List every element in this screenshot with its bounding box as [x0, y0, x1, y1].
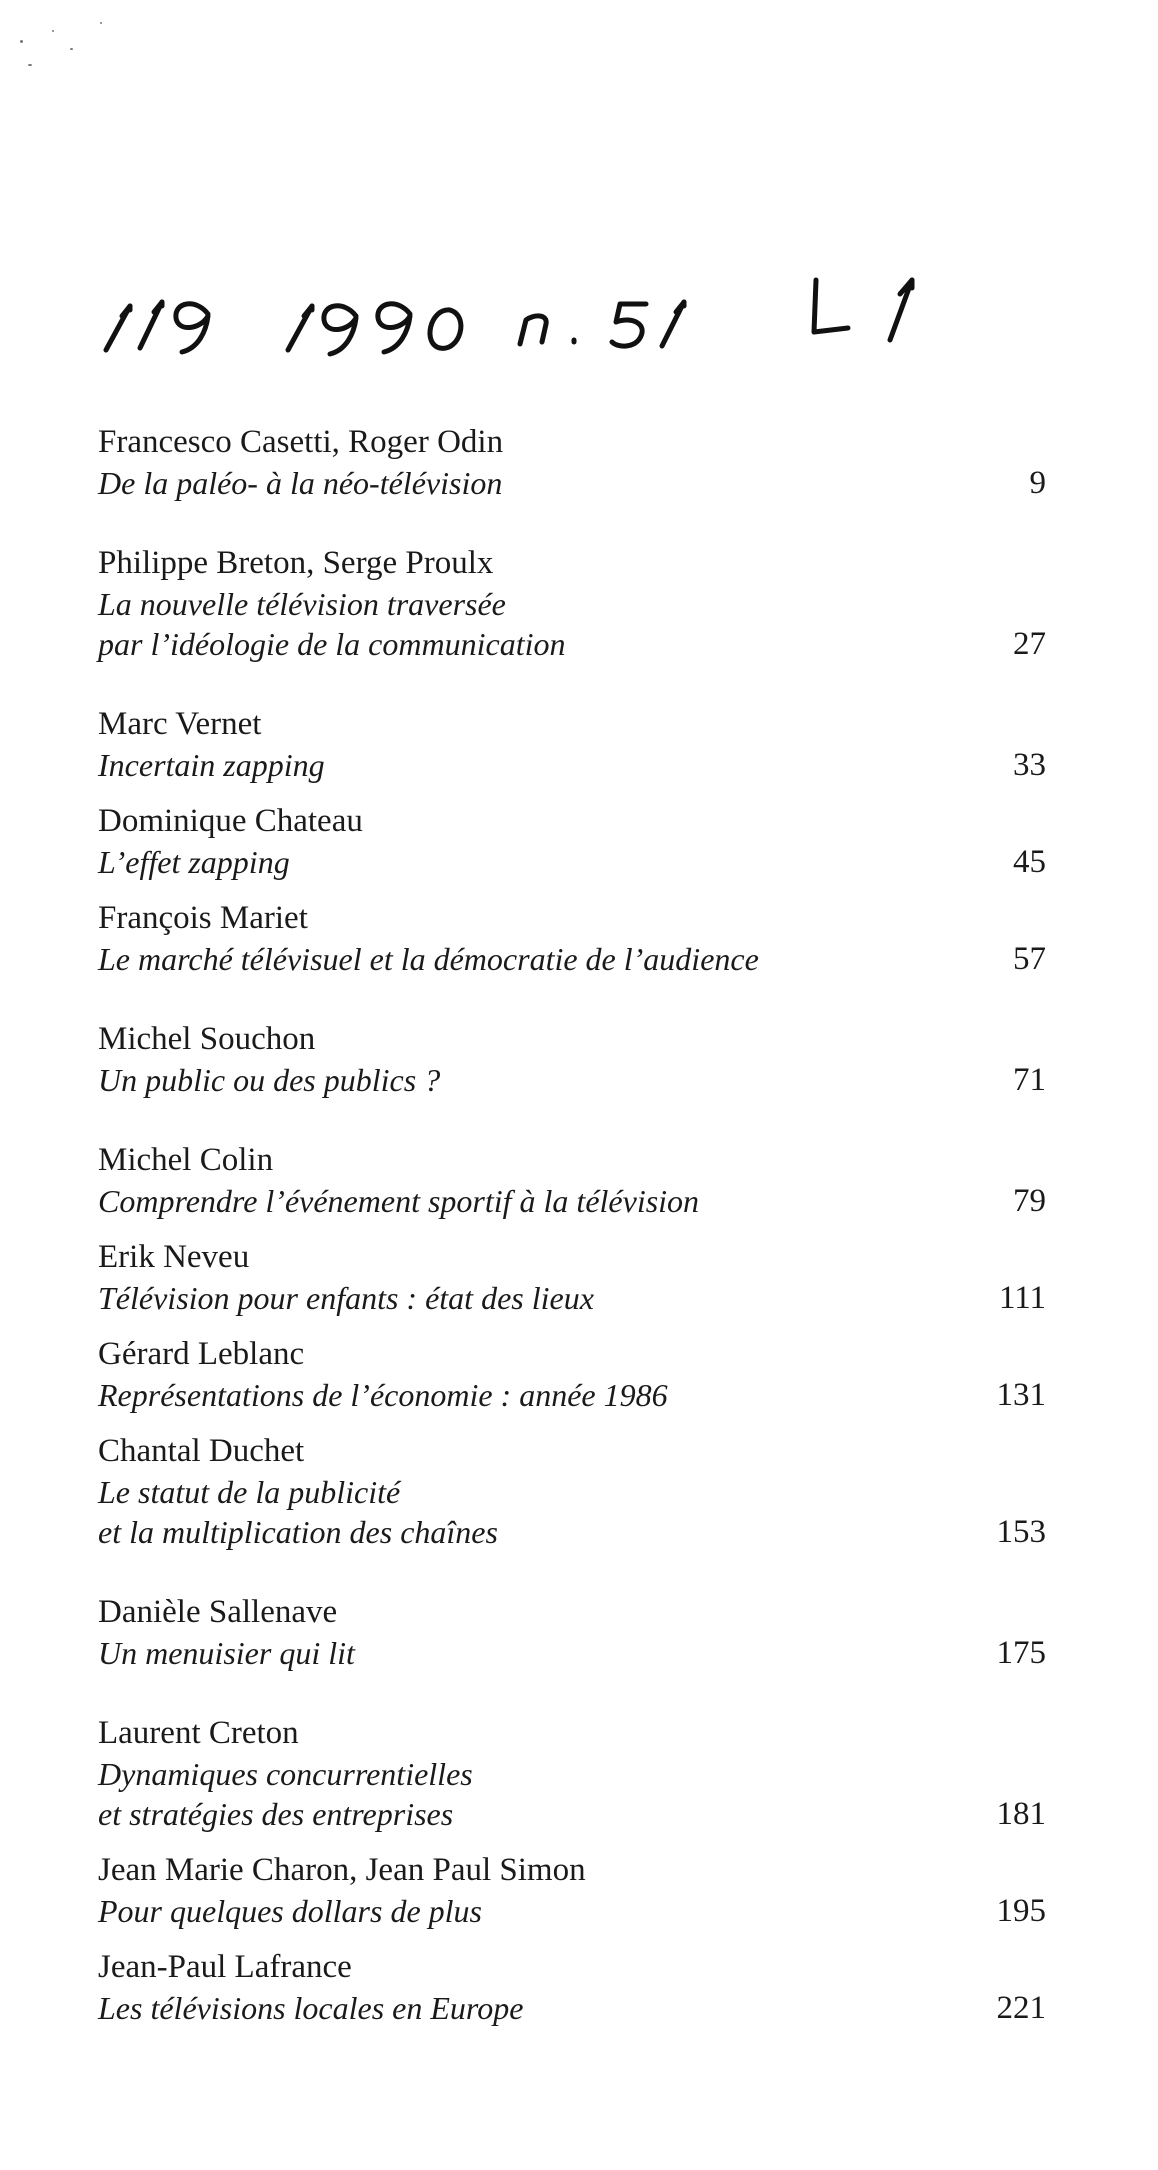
toc-entry: [98, 704, 1046, 785]
toc-author: Marc Vernet: [98, 706, 262, 742]
toc-title: De la paléo- à la néo-télévision: [98, 465, 503, 501]
toc-title-row: [98, 1278, 1046, 1318]
toc-title: et stratégies des entreprises: [98, 1796, 454, 1832]
toc-page-number: 181: [996, 1796, 1046, 1832]
toc-title: Un public ou des publics ?: [98, 1062, 441, 1098]
toc-title: L’effet zapping: [98, 844, 290, 880]
toc-author: Gérard Leblanc: [98, 1336, 305, 1372]
toc-page-number: 175: [996, 1635, 1046, 1671]
toc-page-number: 195: [996, 1893, 1046, 1929]
toc-title-row: [98, 1891, 1046, 1931]
handwritten-note: [100, 258, 940, 368]
toc-title-row: [98, 463, 1046, 503]
toc-title-row: [98, 1375, 1046, 1415]
toc-author: Erik Neveu: [98, 1239, 250, 1275]
toc-author: Danièle Sallenave: [98, 1594, 338, 1630]
toc-title: Le marché télévisuel et la démocratie de l’audience: [98, 941, 759, 977]
scan-speck: [70, 48, 73, 50]
toc-entry: [98, 1592, 1046, 1673]
toc-author: Laurent Creton: [98, 1715, 299, 1751]
toc-title-row: [98, 1754, 1046, 1794]
toc-entry: [98, 1334, 1046, 1415]
toc-title: Dynamiques concurrentielles: [98, 1756, 473, 1792]
toc-page-number: 79: [1013, 1183, 1046, 1219]
scan-speck: [52, 30, 54, 32]
toc-author: Jean-Paul Lafrance: [98, 1949, 352, 1985]
toc-title-row: [98, 624, 1046, 664]
toc-title: Comprendre l’événement sportif à la télévision: [98, 1183, 700, 1219]
toc-title: Télévision pour enfants : état des lieux: [98, 1280, 594, 1316]
toc-page-number: 9: [1029, 465, 1046, 501]
toc-title-row: [98, 745, 1046, 785]
toc-title-row: [98, 1060, 1046, 1100]
toc-title-row: [98, 1633, 1046, 1673]
toc-title: Incertain zapping: [98, 747, 325, 783]
toc-entry: [98, 543, 1046, 664]
toc-entry: [98, 801, 1046, 882]
toc-title: Pour quelques dollars de plus: [98, 1893, 482, 1929]
toc-page-number: 33: [1013, 747, 1046, 783]
toc-entry: [98, 898, 1046, 979]
toc-title: par l’idéologie de la communication: [98, 626, 566, 662]
toc-entry: [98, 1019, 1046, 1100]
toc-title-row: [98, 939, 1046, 979]
toc-title-row: [98, 1794, 1046, 1834]
toc-entry: [98, 1237, 1046, 1318]
toc-title: Représentations de l’économie : année 1986: [98, 1377, 668, 1413]
toc-page-number: 111: [998, 1280, 1046, 1316]
toc-author: Dominique Chateau: [98, 803, 363, 839]
toc-author: François Mariet: [98, 900, 308, 936]
toc-title: La nouvelle télévision traversée: [98, 586, 506, 622]
toc-title: Les télévisions locales en Europe: [98, 1990, 524, 2026]
toc-page-number: 153: [996, 1514, 1046, 1550]
toc-author: Michel Colin: [98, 1142, 274, 1178]
toc-page-number: 221: [996, 1990, 1046, 2026]
toc-author: Philippe Breton, Serge Proulx: [98, 545, 494, 581]
toc-page-number: 131: [996, 1377, 1046, 1413]
toc-title: Le statut de la publicité: [98, 1474, 401, 1510]
toc-author: Michel Souchon: [98, 1021, 316, 1057]
toc-title-row: [98, 1181, 1046, 1221]
toc-title-row: [98, 584, 1046, 624]
toc-entry: [98, 1140, 1046, 1221]
toc-title-row: [98, 1512, 1046, 1552]
toc-title-row: [98, 1472, 1046, 1512]
toc-title: Un menuisier qui lit: [98, 1635, 355, 1671]
toc-title-row: [98, 842, 1046, 882]
toc-author: Jean Marie Charon, Jean Paul Simon: [98, 1852, 586, 1888]
toc-entry: [98, 1431, 1046, 1552]
toc-entry: [98, 1947, 1046, 2028]
toc-title-row: [98, 1988, 1046, 2028]
scan-speck: [28, 64, 32, 66]
toc-page-number: 71: [1013, 1062, 1046, 1098]
scan-speck: [100, 22, 102, 24]
toc-title: et la multiplication des chaînes: [98, 1514, 498, 1550]
toc-page-number: 45: [1013, 844, 1046, 880]
toc-entry: [98, 1850, 1046, 1931]
table-of-contents: [98, 422, 1046, 2028]
toc-page-number: 27: [1013, 626, 1046, 662]
toc-entry: [98, 1713, 1046, 1834]
toc-author: Chantal Duchet: [98, 1433, 305, 1469]
toc-author: Francesco Casetti, Roger Odin: [98, 424, 504, 460]
scan-speck: [20, 40, 23, 43]
toc-entry: [98, 422, 1046, 503]
toc-page-number: 57: [1013, 941, 1046, 977]
